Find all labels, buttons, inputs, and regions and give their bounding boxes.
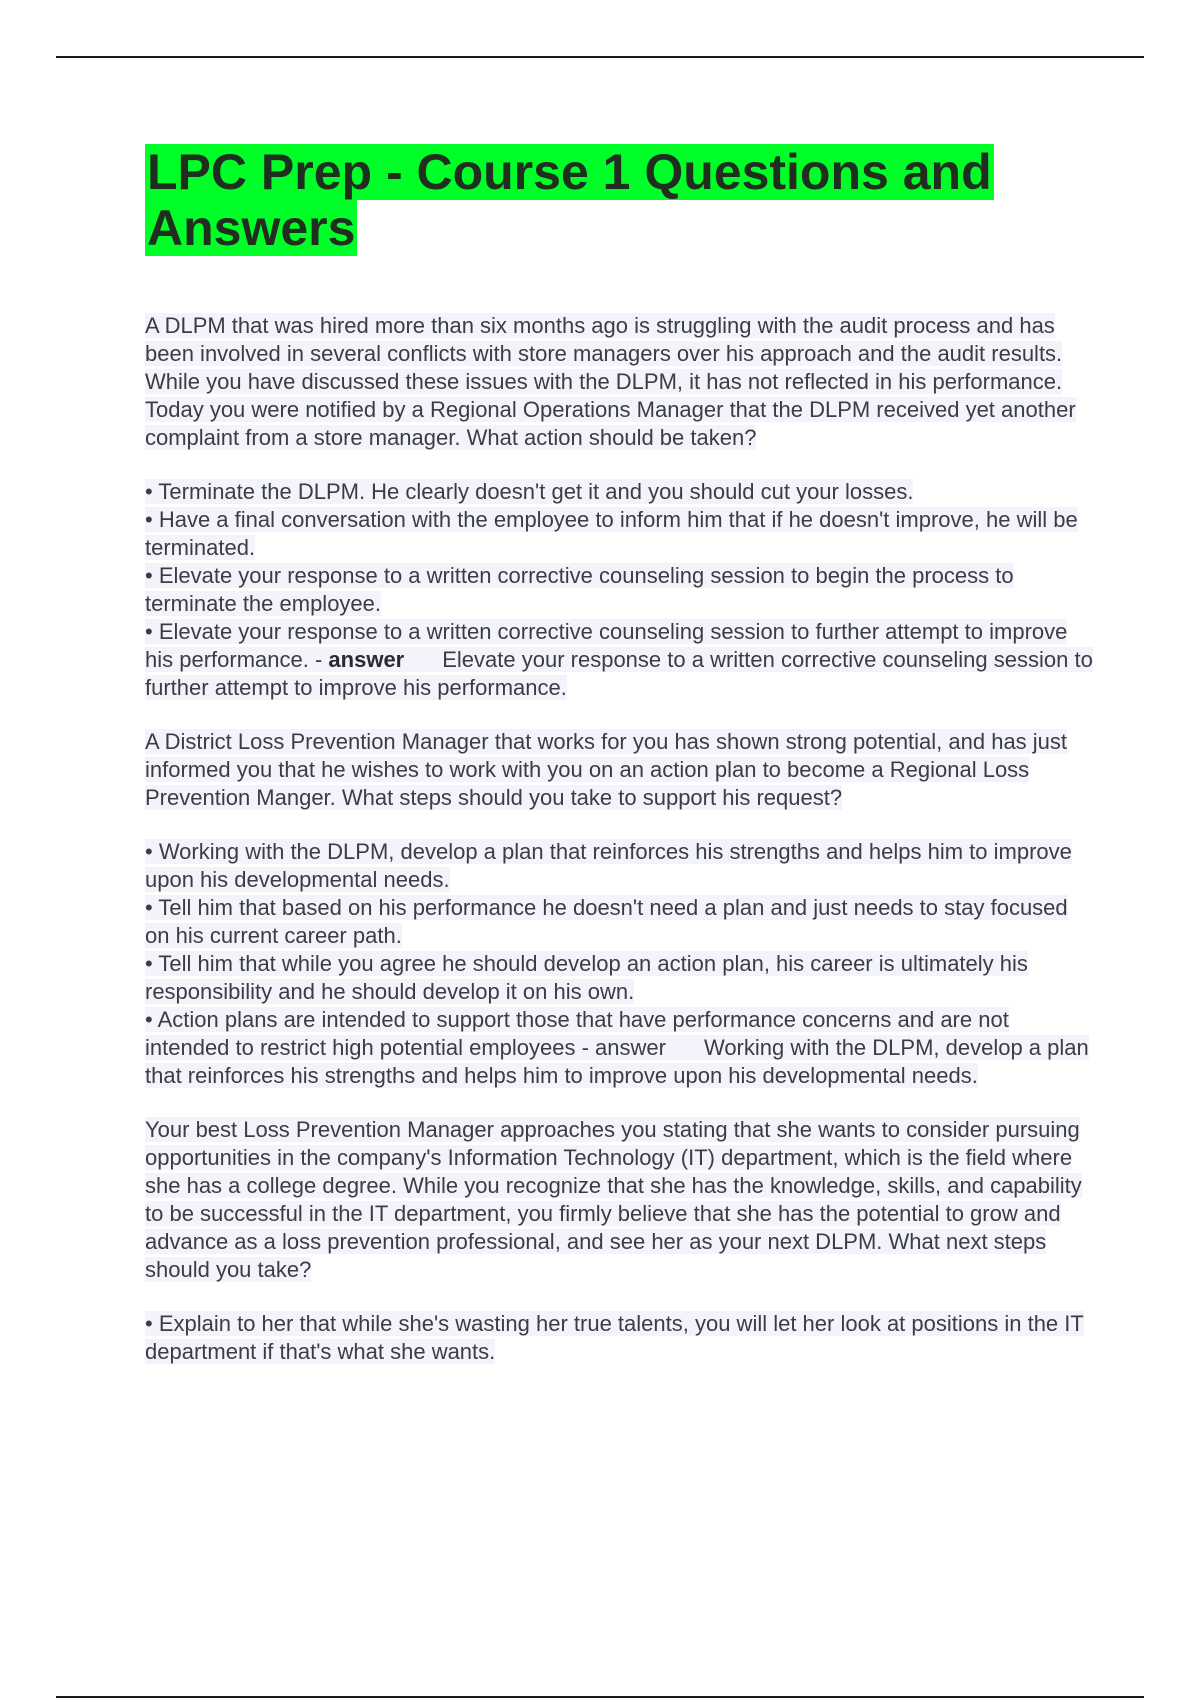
question-3-option-1: • Explain to her that while she's wasting her true talents, you will let her look at positions in the IT department if that's what she wants. — [145, 1311, 1084, 1364]
question-3-options — [145, 1310, 1095, 1366]
document-title: LPC Prep - Course 1 Questions and Answers — [147, 144, 992, 256]
question-1-answer: Elevate your response to a written corrective counseling session to further attempt to improve his performance. — [145, 647, 1093, 700]
question-1-option-3: • Elevate your response to a written corrective counseling session to begin the process to terminate the employee. — [145, 563, 1014, 616]
question-1-option-1: • Terminate the DLPM. He clearly doesn't get it and you should cut your losses. — [145, 479, 914, 504]
question-2-option-2: • Tell him that based on his performance he doesn't need a plan and just needs to stay focused on his current career path. — [145, 895, 1068, 948]
question-1-option-4-text: • Elevate your response to a written corrective counseling session to further attempt to improve his performance. - — [145, 619, 1068, 672]
question-3: Your best Loss Prevention Manager approaches you stating that she wants to consider pursuing opportunities in the company's Information Technology (IT) department, which is the field where she has a college degree. While you recognize that she has the knowledge, skills, and capability to be successful in the IT department, you firmly believe that she has the potential to grow and advance as a loss prevention professional, and see her as your next DLPM. What next steps should you take? — [145, 1117, 1082, 1282]
question-2-option-4-text: • Action plans are intended to support those that have performance concerns and are not intended to restrict high potential employees - answer — [145, 1007, 1009, 1060]
question-1-option-4 — [145, 618, 1095, 702]
top-rule — [56, 56, 1144, 58]
question-2-option-4 — [145, 1006, 1095, 1090]
question-2-option-3: • Tell him that while you agree he should develop an action plan, his career is ultimately his responsibility and he should develop it on his own. — [145, 951, 1028, 1004]
question-1: A DLPM that was hired more than six months ago is struggling with the audit process and has been involved in several conflicts with store managers over his approach and the audit results. While you have discussed these issues with the DLPM, it has not reflected in his performance. Today you were notified by a Regional Operations Manager that the DLPM received yet another complaint from a store manager. What action should be taken? — [145, 313, 1076, 450]
question-2-options — [145, 838, 1095, 1090]
question-2-answer: Working with the DLPM, develop a plan that reinforces his strengths and helps him to improve upon his developmental needs. — [145, 1035, 1089, 1088]
question-1-option-2: • Have a final conversation with the employee to inform him that if he doesn't improve, he will be terminated. — [145, 507, 1078, 560]
answer-label: answer — [328, 647, 405, 672]
question-2-option-1: • Working with the DLPM, develop a plan that reinforces his strengths and helps him to improve upon his developmental needs. — [145, 839, 1072, 892]
bottom-rule — [56, 1696, 1144, 1698]
question-2: A District Loss Prevention Manager that works for you has shown strong potential, and has just informed you that he wishes to work with you on an action plan to become a Regional Loss Prevention Manger. What steps should you take to support his request? — [145, 729, 1068, 810]
document-body — [145, 144, 1095, 1366]
question-1-options — [145, 478, 1095, 702]
